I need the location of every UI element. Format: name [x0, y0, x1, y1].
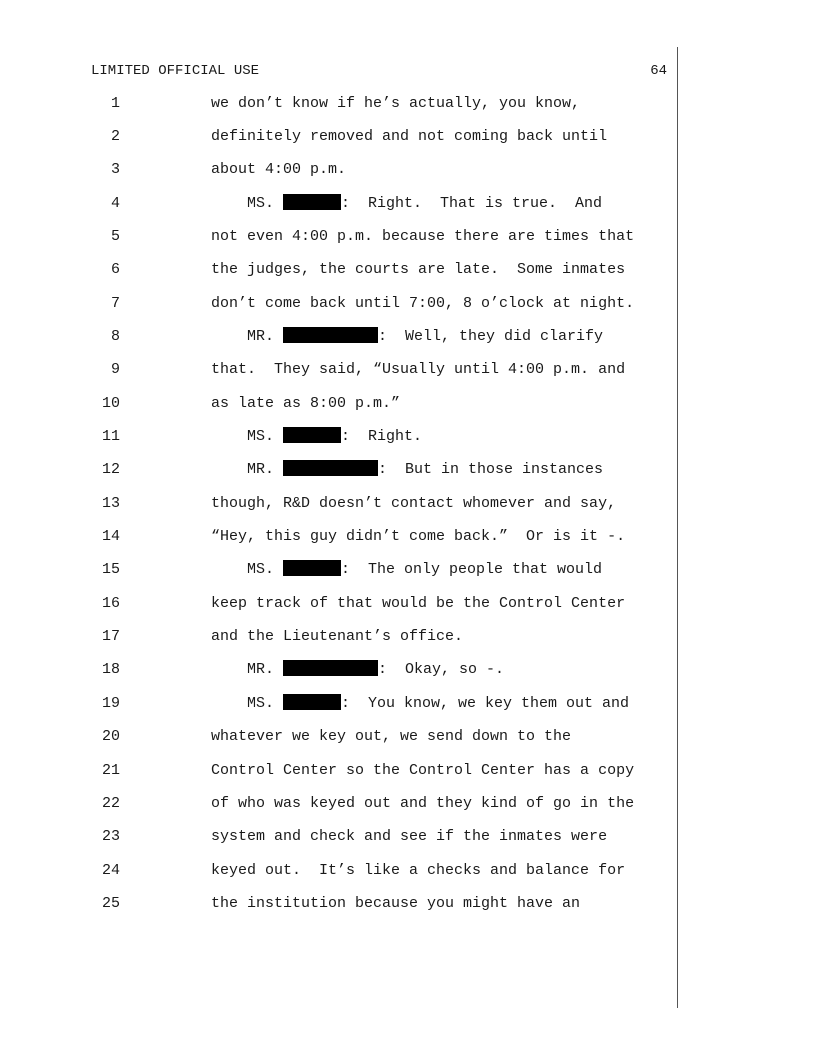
- text-segment: MS.: [211, 561, 284, 579]
- text-segment: not even 4:00 p.m. because there are times that: [211, 227, 635, 245]
- transcript-line: [0, 394, 677, 414]
- line-text: [211, 260, 625, 280]
- text-segment: : Right. That is true. And: [341, 194, 603, 212]
- right-margin-rule: [677, 47, 678, 1008]
- line-number: 5: [110, 227, 120, 245]
- transcript-line: [0, 527, 677, 547]
- text-segment: system and check and see if the inmates were: [211, 828, 608, 846]
- redaction-block: [283, 694, 341, 710]
- text-segment: “Hey, this guy didn’t come back.” Or is it -.: [211, 528, 626, 546]
- page-number: 64: [650, 63, 667, 79]
- redaction-block: [283, 560, 341, 576]
- line-number: 20: [101, 728, 120, 746]
- text-segment: the judges, the courts are late. Some inmates: [211, 261, 626, 279]
- line-number: 2: [110, 127, 120, 145]
- transcript-line: [0, 94, 677, 114]
- text-segment: : Well, they did clarify: [378, 327, 604, 345]
- line-text: [211, 594, 625, 614]
- transcript-line: [0, 794, 677, 814]
- text-segment: that. They said, “Usually until 4:00 p.m. and: [211, 361, 626, 379]
- line-number: 25: [101, 894, 120, 912]
- text-segment: MS.: [211, 694, 284, 712]
- line-number: 3: [110, 161, 120, 179]
- line-text: [211, 527, 625, 547]
- line-number: 12: [101, 461, 120, 479]
- text-segment: : Okay, so -.: [378, 661, 505, 679]
- line-text: [211, 127, 607, 147]
- line-number: 9: [110, 361, 120, 379]
- transcript-line: [0, 460, 677, 480]
- transcript-line: [0, 861, 677, 881]
- text-segment: Control Center so the Control Center has a copy: [211, 761, 635, 779]
- line-text: [211, 761, 634, 781]
- text-segment: : You know, we key them out and: [341, 694, 630, 712]
- line-text: [211, 294, 634, 314]
- transcript-line: [0, 761, 677, 781]
- line-text: [211, 360, 625, 380]
- redaction-block: [283, 427, 341, 443]
- transcript-line: [0, 894, 677, 914]
- line-number: 13: [101, 494, 120, 512]
- line-text: [211, 327, 603, 347]
- text-segment: we don’t know if he’s actually, you know,: [211, 94, 581, 112]
- line-text: [211, 394, 400, 414]
- line-text: [211, 227, 634, 247]
- line-number: 23: [101, 828, 120, 846]
- line-text: [211, 627, 463, 647]
- text-segment: MS.: [211, 428, 284, 445]
- transcript-line: [0, 560, 677, 580]
- transcript-line: [0, 160, 677, 180]
- redaction-block: [283, 194, 341, 210]
- line-number: 11: [101, 428, 120, 445]
- redaction-block: [283, 460, 378, 476]
- line-number: 19: [101, 694, 120, 712]
- classification-marking: LIMITED OFFICIAL USE: [91, 63, 260, 79]
- text-segment: though, R&D doesn’t contact whomever and say,: [211, 494, 617, 512]
- text-segment: : The only people that would: [341, 561, 603, 579]
- transcript-line: [0, 294, 677, 314]
- line-text: [211, 660, 504, 680]
- transcript-line: [0, 627, 677, 647]
- line-text: [211, 694, 629, 714]
- transcript-line: [0, 660, 677, 680]
- transcript-line: [0, 827, 677, 847]
- text-segment: MR.: [211, 661, 284, 679]
- line-number: 16: [101, 594, 120, 612]
- line-text: [211, 160, 346, 180]
- line-text: [211, 727, 571, 747]
- text-segment: as late as 8:00 p.m.”: [211, 394, 401, 412]
- transcript-line: [0, 194, 677, 214]
- line-number: 1: [110, 94, 120, 112]
- line-number: 17: [101, 628, 120, 646]
- line-text: [211, 560, 602, 580]
- line-text: [211, 827, 607, 847]
- text-segment: : But in those instances: [378, 461, 604, 479]
- transcript-line: [0, 327, 677, 347]
- line-text: [211, 94, 580, 114]
- transcript-line: [0, 260, 677, 280]
- transcript-line: [0, 727, 677, 747]
- transcript-line: [0, 360, 677, 380]
- page-header: [91, 62, 667, 80]
- line-text: [211, 194, 602, 214]
- text-segment: about 4:00 p.m.: [211, 161, 347, 179]
- text-segment: definitely removed and not coming back until: [211, 127, 608, 145]
- line-text: [211, 494, 616, 514]
- line-number: 10: [101, 394, 120, 412]
- redaction-block: [283, 660, 378, 676]
- text-segment: MR.: [211, 327, 284, 345]
- line-number: 24: [101, 861, 120, 879]
- text-segment: don’t come back until 7:00, 8 o’clock at night.: [211, 294, 635, 312]
- line-number: 21: [101, 761, 120, 779]
- line-text: [211, 794, 634, 814]
- line-text: [211, 894, 580, 914]
- text-segment: and the Lieutenant’s office.: [211, 628, 464, 646]
- text-segment: MS.: [211, 194, 284, 212]
- line-number: 14: [101, 528, 120, 546]
- line-number: 15: [101, 561, 120, 579]
- line-text: [211, 861, 625, 881]
- line-number: 18: [101, 661, 120, 679]
- text-segment: keyed out. It’s like a checks and balance for: [211, 861, 626, 879]
- text-segment: the institution because you might have an: [211, 894, 581, 912]
- transcript-line: [0, 594, 677, 614]
- text-segment: : Right.: [341, 428, 423, 445]
- line-number: 7: [110, 294, 120, 312]
- line-number: 22: [101, 794, 120, 812]
- transcript-line: [0, 227, 677, 247]
- transcript-line: [0, 694, 677, 714]
- line-number: 4: [110, 194, 120, 212]
- line-number: 6: [110, 261, 120, 279]
- redaction-block: [283, 327, 378, 343]
- line-text: [211, 427, 422, 447]
- text-segment: MR.: [211, 461, 284, 479]
- text-segment: whatever we key out, we send down to the: [211, 728, 572, 746]
- transcript-line: [0, 427, 677, 447]
- transcript-line: [0, 127, 677, 147]
- line-number: 8: [110, 327, 120, 345]
- transcript-line: [0, 494, 677, 514]
- line-text: [211, 460, 603, 480]
- text-segment: keep track of that would be the Control Center: [211, 594, 626, 612]
- text-segment: of who was keyed out and they kind of go in the: [211, 794, 635, 812]
